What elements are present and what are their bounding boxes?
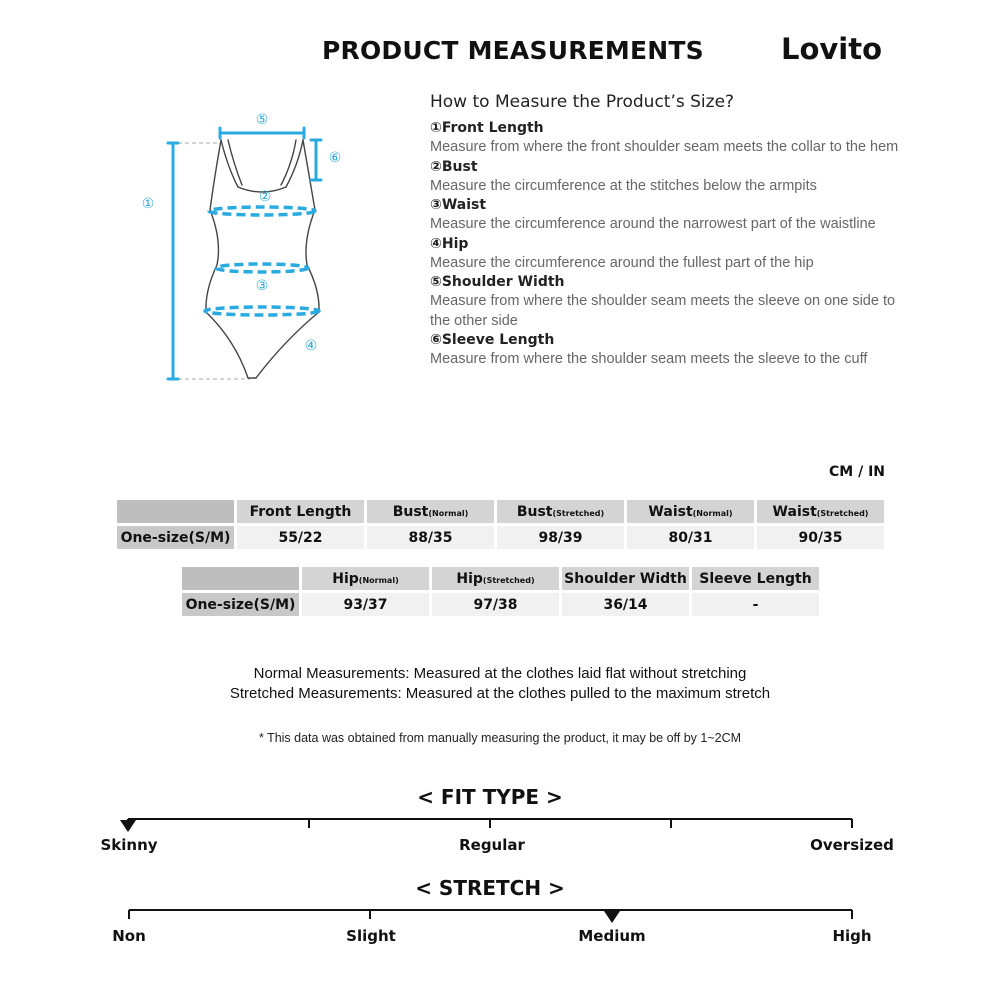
- guide-item-desc: Measure the circumference around the narrowest part of the waistline: [430, 216, 876, 232]
- table-header-cell: [562, 567, 689, 590]
- size-table-1: [114, 497, 887, 552]
- table-header-row: [117, 500, 884, 523]
- table-header-cell: [627, 500, 754, 523]
- header-main: Hip: [456, 570, 483, 587]
- header-main: Waist: [772, 503, 817, 520]
- table-cell: 55/22: [237, 526, 364, 549]
- table-cell: 88/35: [367, 526, 494, 549]
- table-cell: 98/39: [497, 526, 624, 549]
- guide-item-desc: Measure from where the front shoulder seam meets the collar to the hem: [430, 139, 899, 155]
- table-header-cell: [497, 500, 624, 523]
- table-header-row: [182, 567, 819, 590]
- header-main: Hip: [332, 570, 359, 587]
- table-cell: 93/37: [302, 593, 429, 616]
- table-row: [182, 593, 819, 616]
- table-header-cell: [237, 500, 364, 523]
- header-sub: (Stretched): [482, 575, 535, 585]
- fit-label-oversized: Oversized: [810, 836, 894, 854]
- table-cell: 90/35: [757, 526, 884, 549]
- row-label: One-size(S/M): [182, 593, 299, 616]
- header-main: Sleeve Length: [699, 570, 812, 587]
- header-sub: (Stretched): [816, 508, 869, 518]
- fit-label-skinny: Skinny: [100, 836, 158, 854]
- fit-selected-marker: [120, 820, 136, 832]
- unit-label: CM / IN: [829, 464, 885, 480]
- guide-item-label: ⑥Sleeve Length: [430, 332, 555, 348]
- table-row: [117, 526, 884, 549]
- stretch-label-non: Non: [112, 927, 146, 945]
- fit-label-regular: Regular: [459, 836, 525, 854]
- table-cell: 97/38: [432, 593, 559, 616]
- swimsuit-measurement-diagram: [135, 105, 350, 390]
- table-header-cell: [692, 567, 819, 590]
- header-sub: (Normal): [692, 508, 733, 518]
- table-header-cell: [367, 500, 494, 523]
- guide-item-label: ①Front Length: [430, 120, 544, 136]
- measurement-guide: [430, 119, 900, 370]
- guide-item: [430, 119, 900, 158]
- header-main: Bust: [392, 503, 429, 520]
- header-main: Front Length: [249, 503, 352, 520]
- header-sub: (Normal): [428, 508, 469, 518]
- stretch-title: < STRETCH >: [415, 876, 565, 900]
- marker-6: ⑥: [328, 150, 342, 166]
- guide-item: [430, 158, 900, 197]
- guide-item-label: ④Hip: [430, 235, 469, 252]
- guide-item: [430, 331, 900, 370]
- guide-item-label: ③Waist: [430, 197, 487, 213]
- header-main: Shoulder Width: [564, 570, 687, 587]
- table-cell: 36/14: [562, 593, 689, 616]
- guide-item-label: ②Bust: [430, 158, 478, 175]
- stretch-label-high: High: [832, 927, 872, 945]
- table-corner-cell: [117, 500, 234, 523]
- marker-1: ①: [141, 196, 155, 212]
- table-corner-cell: [182, 567, 299, 590]
- note-normal: Normal Measurements: Measured at the clothes laid flat without stretching: [253, 665, 747, 682]
- table-header-cell: [302, 567, 429, 590]
- guide-item-desc: Measure the circumference around the fullest part of the hip: [430, 254, 814, 271]
- header-main: Waist: [648, 503, 693, 520]
- guide-item-desc: Measure the circumference at the stitches below the armpits: [430, 177, 817, 194]
- table-cell: -: [692, 593, 819, 616]
- stretch-label-slight: Slight: [346, 927, 396, 945]
- fit-type-scale: [0, 800, 1000, 840]
- row-label: One-size(S/M): [117, 526, 234, 549]
- fit-type-title: < FIT TYPE >: [417, 785, 563, 809]
- note-stretched: Stretched Measurements: Measured at the clothes pulled to the maximum stretch: [229, 685, 771, 702]
- header-sub: (Normal): [358, 575, 399, 585]
- guide-item: [430, 273, 900, 331]
- guide-item: [430, 196, 900, 235]
- marker-3: ③: [255, 278, 269, 294]
- table-cell: 80/31: [627, 526, 754, 549]
- brand-logo: Lovito: [781, 32, 883, 66]
- marker-5: ⑤: [255, 112, 269, 128]
- page-title: PRODUCT MEASUREMENTS: [322, 36, 704, 65]
- guide-item-label: ⑤Shoulder Width: [430, 274, 565, 290]
- guide-item: [430, 235, 900, 274]
- note-disclaimer: * This data was obtained from manually measuring the product, it may be off by 1~2CM: [258, 731, 742, 745]
- header-sub: (Stretched): [552, 508, 605, 518]
- table-header-cell: [432, 567, 559, 590]
- marker-4: ④: [304, 338, 318, 354]
- marker-2: ②: [258, 189, 272, 205]
- stretch-selected-marker: [604, 911, 620, 923]
- table-header-cell: [757, 500, 884, 523]
- header-main: Bust: [516, 503, 553, 520]
- stretch-label-medium: Medium: [578, 927, 646, 945]
- size-table-2: [179, 564, 822, 619]
- guide-title: How to Measure the Product’s Size?: [430, 92, 735, 112]
- guide-item-desc: Measure from where the shoulder seam meets the sleeve on one side to the other side: [430, 293, 896, 329]
- guide-item-desc: Measure from where the shoulder seam meets the sleeve to the cuff: [430, 351, 868, 367]
